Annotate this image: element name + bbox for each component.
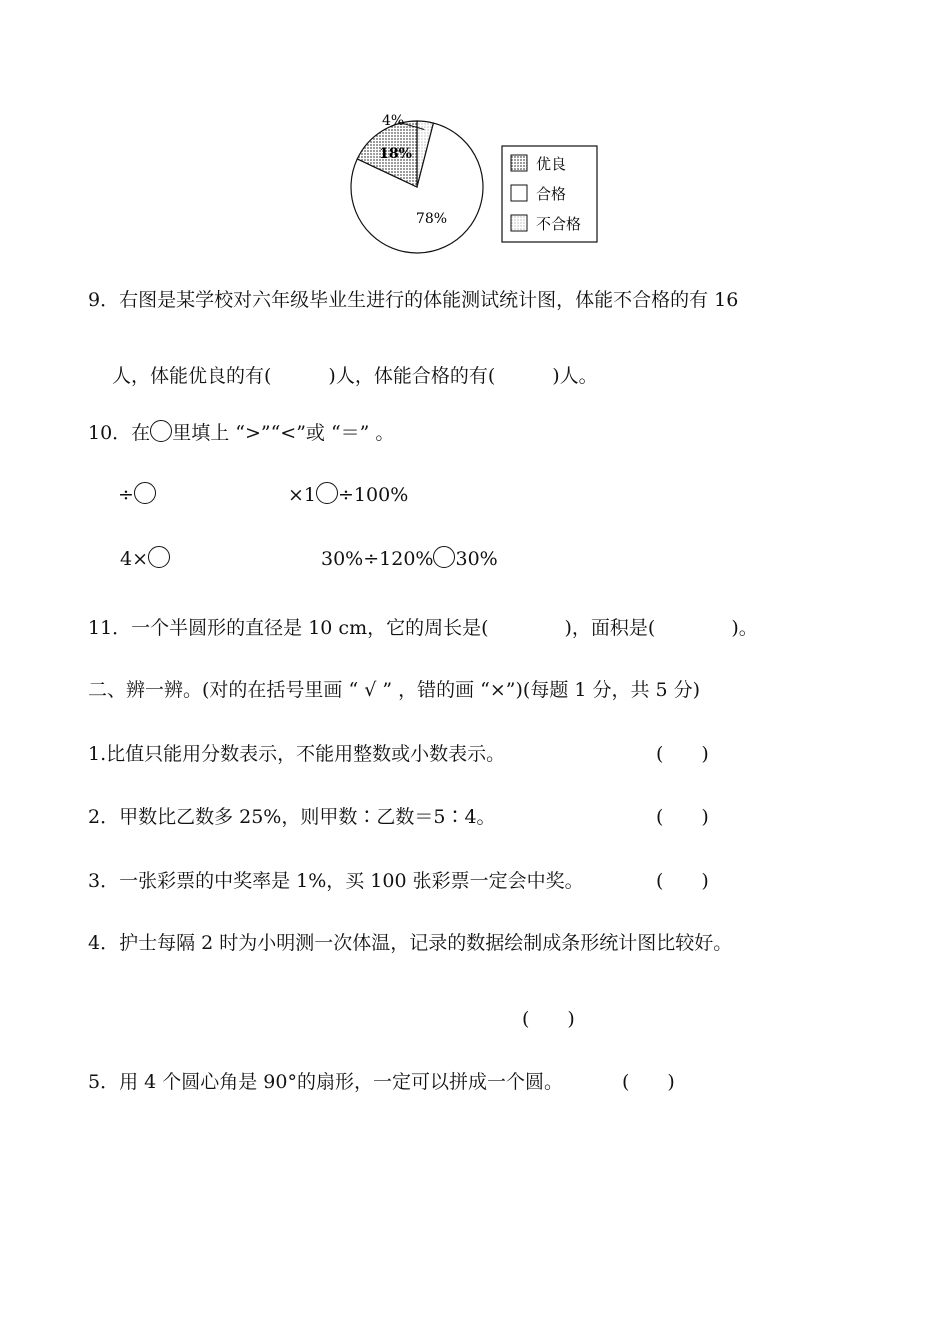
q10-row2-left: [120, 546, 170, 571]
answer-circle[interactable]: [148, 546, 170, 568]
judge-item-1: 1.比值只能用分数表示，不能用整数或小数表示。: [88, 743, 506, 765]
q11: 11．一个半圆形的直径是 10 cm，它的周长是( )，面积是( )。: [88, 617, 758, 639]
answer-circle[interactable]: [433, 546, 455, 568]
judge-paren-4[interactable]: ( ): [522, 1008, 575, 1030]
judge-paren-5[interactable]: ( ): [622, 1071, 675, 1093]
answer-circle[interactable]: [316, 482, 338, 504]
judge-paren-1[interactable]: ( ): [656, 743, 709, 765]
judge-item-3: 3．一张彩票的中奖率是 1%，买 100 张彩票一定会中奖。: [88, 870, 584, 892]
judge-paren-3[interactable]: ( ): [656, 870, 709, 892]
slice-label-excellent: 18%: [379, 146, 412, 163]
legend-label-excellent: 优良: [536, 155, 567, 173]
legend-swatch-pass: [511, 185, 527, 201]
q10-row2-right: [321, 546, 498, 571]
answer-circle[interactable]: [134, 482, 156, 504]
q10-row1-right-a: ×1: [288, 484, 317, 506]
q10-instruction: [88, 420, 394, 445]
legend-label-fail: 不合格: [536, 215, 582, 233]
q10-row2-right-a: 30%÷120%: [321, 548, 434, 570]
q10-row1-right: [288, 482, 408, 507]
judge-item-2: 2．甲数比乙数多 25%，则甲数∶乙数＝5∶4。: [88, 806, 496, 828]
legend-swatch-excellent: [511, 155, 527, 171]
pie-chart: [340, 105, 610, 265]
q10-suffix: 里填上 “>”“<”或 “＝” 。: [172, 422, 395, 444]
section2-title: 二、辨一辨。(对的在括号里画 “ √ ” ，错的画 “×”)(每题 1 分，共 5 分): [88, 679, 701, 701]
judge-item-4: 4．护士每隔 2 时为小明测一次体温，记录的数据绘制成条形统计图比较好。: [88, 932, 733, 954]
legend-label-pass: 合格: [536, 185, 567, 203]
q10-row1-left: [118, 482, 156, 507]
q9-line1: 9．右图是某学校对六年级毕业生进行的体能测试统计图，体能不合格的有 16: [88, 289, 739, 311]
q9-line2: 人，体能优良的有( )人，体能合格的有( )人。: [112, 365, 598, 387]
slice-label-fail: 4%: [382, 113, 405, 129]
compare-circle-icon: [150, 420, 172, 442]
judge-paren-2[interactable]: ( ): [656, 806, 709, 828]
judge-item-5: 5．用 4 个圆心角是 90°的扇形，一定可以拼成一个圆。: [88, 1071, 563, 1093]
q10-prefix: 10．在: [88, 422, 151, 444]
legend-swatch-fail: [511, 215, 527, 231]
slice-label-pass: 78%: [415, 210, 448, 227]
q10-row2-right-b: 30%: [455, 548, 498, 570]
q10-row2-left-text: 4×: [120, 548, 149, 570]
q10-row1-right-b: ÷100%: [338, 484, 409, 506]
q10-row1-left-text: ÷: [118, 484, 134, 506]
